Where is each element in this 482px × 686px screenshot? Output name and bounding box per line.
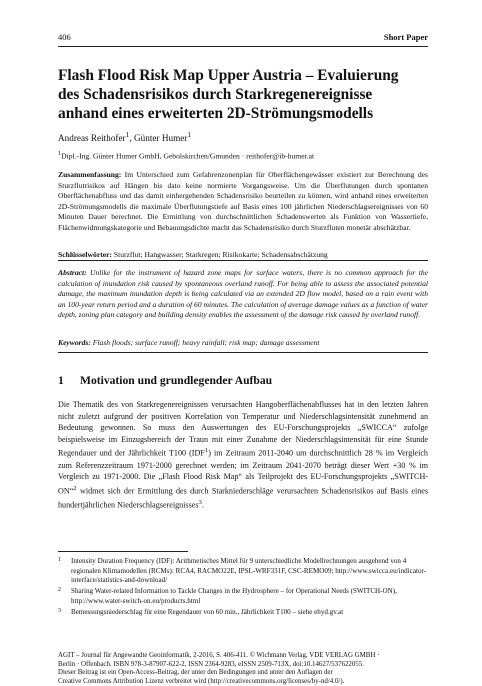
footnote-mark: 3 xyxy=(58,607,61,614)
footnote-mark: 1 xyxy=(58,557,61,563)
footnotes xyxy=(58,557,428,618)
page-footer xyxy=(58,652,428,686)
body-text: Die Thematik des von Starkregenereignissen verursachten Hangoberflächenabflusses hat in den letzten Jahren nicht zuletzt aufgrund der positiven Korrelation von Temperatur und Niederschlagsintensität zunehmend an Bedeutung gewonnen. So muss den Auswertungen des EU-Forschungsprojekts „SWICCA“ zufolge beispielsweise im Einzugsbereich der Traun mit einer Zunahme der Niederschlagsintensität für eine Stunde Regendauer und der Jährlichkeit T100 (IDF xyxy=(58,400,428,459)
paper-page xyxy=(58,0,428,685)
affiliation xyxy=(58,150,314,161)
footnote-mark: 2 xyxy=(58,587,61,594)
footnote xyxy=(58,557,428,586)
footer-line: Dieser Beitrag ist ein Open-Access-Beitrag, der unter den Bedingungen und unter den Auflagen der xyxy=(58,669,333,677)
title-line: des Schadensrisikos durch Starkregenereignisse xyxy=(58,86,373,103)
author-name: Andreas Reithofer xyxy=(58,133,126,144)
footer-line: Creative Commons Attribution Lizenz verbreitet wird (http://creativecommons.org/licenses/by-nd/4.0/). xyxy=(58,677,345,685)
keywords-english-label: Keywords: xyxy=(58,338,91,347)
abstract-german xyxy=(58,170,428,233)
abstract-english-text: Unlike for the instrument of hazard zone maps for surface waters, there is no common approach for the calculation of inundation risk caused by spontaneous overland runoff. For being able to assess the associated potential damage, the maximum inundation depth is being calculated via an extended 2D flow model, based on a rain event with an 100-year return period and a duration of 60 minutes. The calculation of average damage values as a function of water depth, zoning plan category and building density enables the assessment of the damage risk caused by overland runoff. xyxy=(58,268,428,319)
author-affiliation-mark: 1 xyxy=(125,130,130,139)
footnote-text: Sharing Water-related Information to Tackle Changes in the Hydrosphere – for Operational Needs (SWITCH-ON), http://www.water-switch-on.eu/products.html xyxy=(71,587,397,605)
footnote-ref[interactable]: 3 xyxy=(198,499,202,507)
keywords-english-text: Flash floods; surface runoff; heavy rainfall; risk map; damage assessment xyxy=(90,338,320,347)
author-affiliation-mark: 1 xyxy=(187,130,192,139)
keywords-german-label: Schlüsselwörter: xyxy=(58,250,112,259)
author-list xyxy=(58,130,191,143)
header-rule xyxy=(58,46,428,47)
running-title: Short Paper xyxy=(383,32,428,42)
divider xyxy=(58,260,428,261)
affiliation-mark: 1 xyxy=(58,150,62,157)
running-header xyxy=(58,32,428,44)
body-paragraph xyxy=(58,399,428,511)
footnote-text: Intensity Duration Frequency (IDF): Arithmetisches Mittel für 9 unterschiedliche Modellrechnungen ausgehend von 4 regionalen Klimamodellen (RCMs): RCA4, RACMO22E, IPSL-WRF331F, CSC-REMO09; http://www.swicca.eu/indicator-interface/statistics-and-download/ xyxy=(71,557,427,585)
body-text: widmet sich der Ermittlung des durch Starkniederschläge verursachten Schadensrisikos auf Basis eines hundertjährlichen Niederschlagsereignisses xyxy=(58,486,428,510)
footer-line: Berlin · Offenbach. ISBN 978-3-87907-622-2, ISSN 2364-9283, eISSN 2509-713X, doi:10.14627/537622055. xyxy=(58,660,364,668)
body-text: ) im Zeitraum 2011-2040 um durchschnittlich 28 % im Vergleich zum Referenzzeitraum 1971-2000 gerechnet werden; im Zeitraum 2041-2070 beträgt dieser Wert +30 % im Vergleich zu 1971-2000. Die „Flash Flood Risk Map“ als Teilprojekt des EU-Forschungsprojekts „SWITCH-ON“ xyxy=(58,449,428,496)
footnote xyxy=(58,587,428,606)
affiliation-text: Dipl.-Ing. Günter Humer GmbH, Gebolskirchen/Gmunden · reithofer@ib-humer.at xyxy=(61,151,315,161)
section-number: 1 xyxy=(58,374,64,387)
footnote-ref[interactable]: 2 xyxy=(73,484,77,492)
body-text: . xyxy=(201,500,204,510)
author-separator: , xyxy=(129,133,135,144)
section-heading xyxy=(58,374,272,387)
abstract-german-label: Zusammenfassung: xyxy=(58,170,122,179)
abstract-german-text: Im Unterschied zum Gefahrenzonenplan für Oberflächengewässer existiert zur Berechnung des Sturzflutrisikos auf Hängen bis dato keine normierte Vorgangsweise. Um die Überflutungen durch spontanen Oberflächenabfluss und das damit einhergehenden Schadensrisiko beurteilen zu können, wird anhand eines erweiterten 2D-Strömungsmodells die maximale Überflutungstiefe auf Basis eines 100 jährlichen Niederschlagsereignisses von 60 Minuten Dauer berechnet. Die Ermittlung von durchschnittlichen Schadenswerten als Funktion von Wassertiefe, Flächenwidmungskategorie und Bebauungsdichte macht das Schadensrisiko durch Sturzfluten monetär abschätzbar. xyxy=(58,170,428,232)
abstract-english-label: Abstract: xyxy=(58,268,87,277)
title-line: anhand eines erweiterten 2D-Strömungsmodells xyxy=(58,105,374,122)
keywords-german xyxy=(58,250,428,261)
footnote-rule xyxy=(58,551,188,552)
section-title: Motivation und grundlegender Aufbau xyxy=(80,374,273,387)
paper-title xyxy=(58,66,428,123)
author-name: Günter Humer xyxy=(134,133,188,144)
footnote xyxy=(58,608,428,618)
divider xyxy=(58,352,428,353)
footer-line: AGIT – Journal für Angewandte Geoinformatik, 2-2016, S. 406-411. © Wichmann Verlag, VDE VERLAG GMBH · xyxy=(58,652,380,659)
footnote-text: Bemessungsniederschlag für eine Regendauer von 60 min., Jährlichkeit T100 – siehe ehyd.gv.at xyxy=(71,607,344,616)
footnote-ref[interactable]: 1 xyxy=(204,447,209,455)
page-number: 406 xyxy=(58,32,71,42)
title-line: Flash Flood Risk Map Upper Austria – Evaluierung xyxy=(58,67,399,84)
keywords-english xyxy=(58,338,428,349)
keywords-german-text: Sturzflut; Hangwasser; Starkregen; Risikokarte; Schadensabschätzung xyxy=(112,250,328,259)
abstract-english xyxy=(58,268,428,321)
